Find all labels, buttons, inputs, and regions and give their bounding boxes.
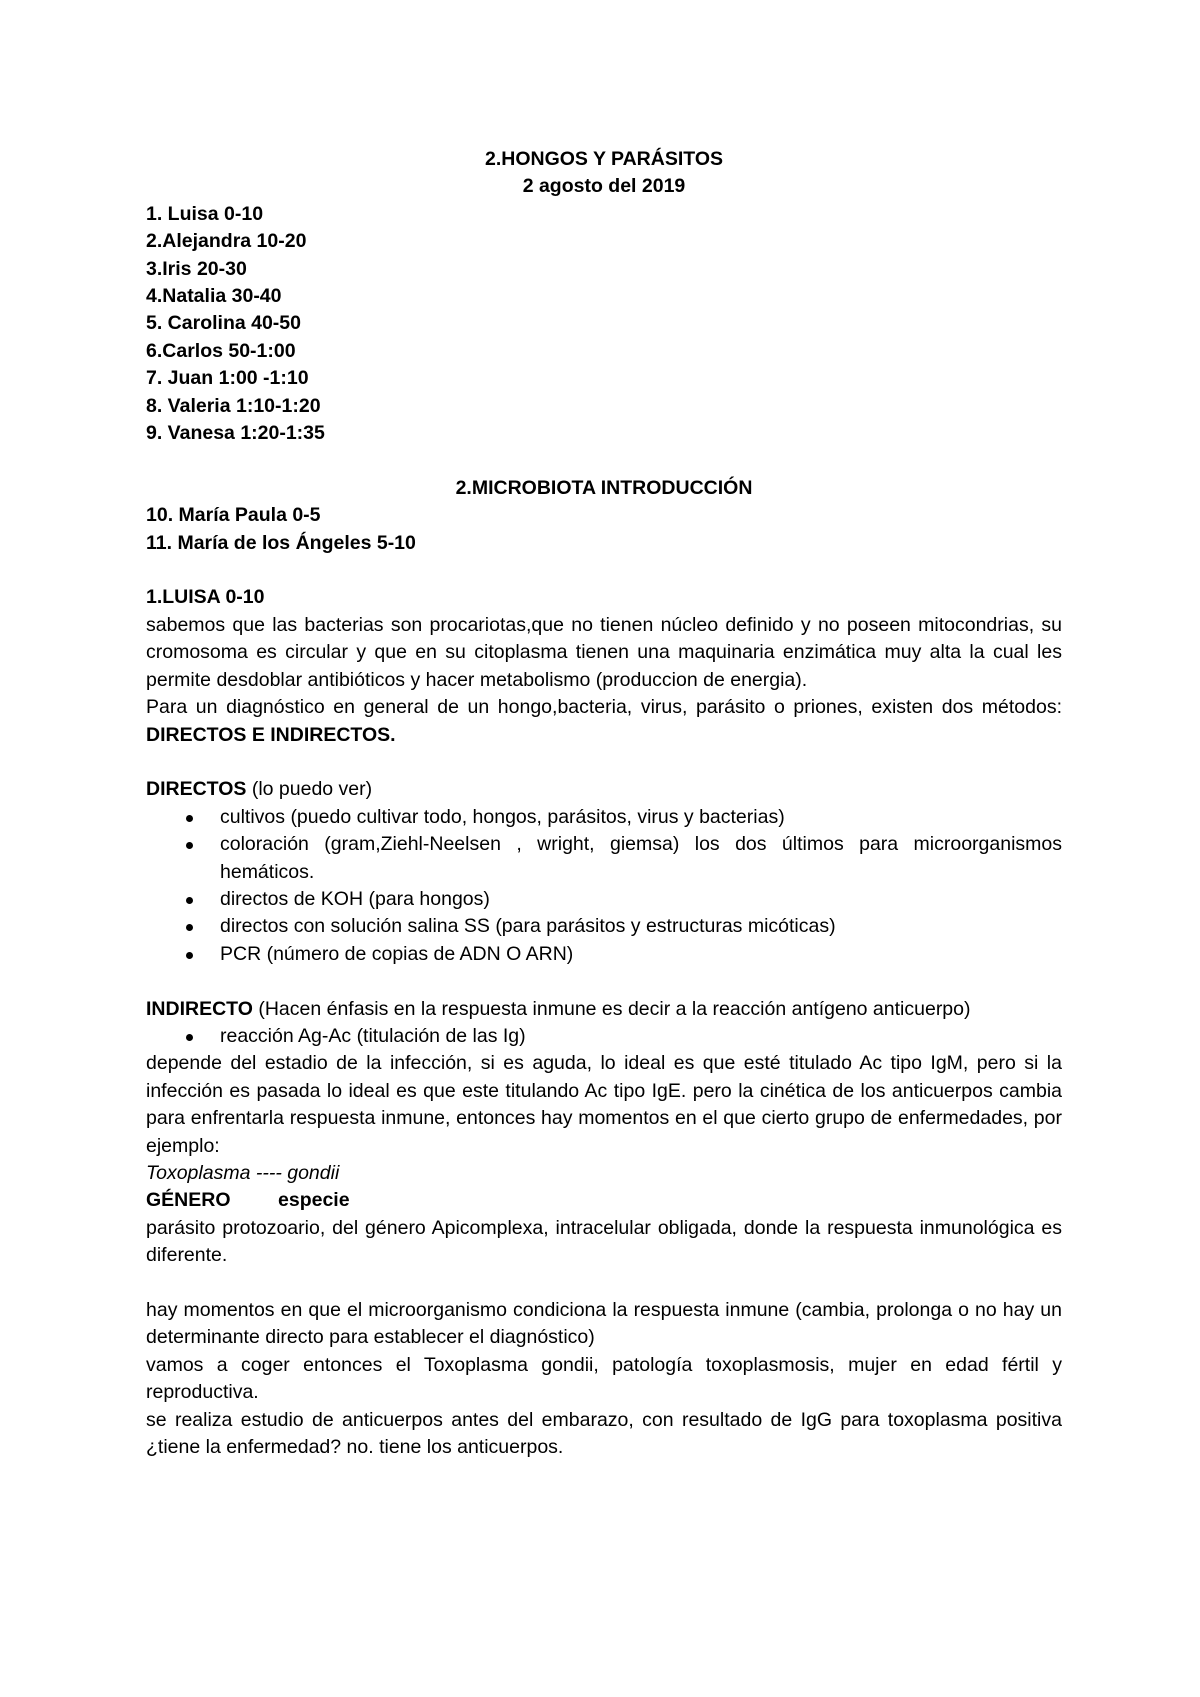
heading-hongos: 2.HONGOS Y PARÁSITOS xyxy=(484,148,724,170)
paragraph-toxoplasma: vamos a coger entonces el Toxoplasma gondii, patología toxoplasmosis, mujer en edad fértil y reproductiva. xyxy=(146,1353,1062,1404)
especie-label: especie xyxy=(278,1189,350,1212)
directos-label: DIRECTOS xyxy=(146,778,247,801)
heading-microbiota: 2.MICROBIOTA INTRODUCCIÓN xyxy=(455,476,753,499)
list-item: cultivos (puedo cultivar todo, hongos, parásitos, virus y bacterias) xyxy=(146,804,1062,831)
directos-note: (lo puedo ver) xyxy=(246,778,373,801)
paragraph-estadio: depende del estadio de la infección, si es aguda, lo ideal es que esté titulado Ac tipo IgM, pero si la infección es pasada lo ideal es que este titulando Ac tipo IgE. pero la cinética de los anticuerpos cambia para enfrentarla respuesta inmune, entonces hay momentos en el que cierto grupo de enfermedades, por ejemplo: xyxy=(146,1052,1062,1157)
toxoplasma-line: Toxoplasma ---- gondii xyxy=(146,1161,340,1184)
schedule-item: 5. Carolina 40-50 xyxy=(146,312,301,335)
indirecto-list xyxy=(146,1023,1062,1050)
list-item: directos de KOH (para hongos) xyxy=(146,886,1062,913)
schedule-item: 9. Vanesa 1:20-1:35 xyxy=(146,422,325,445)
directos-list xyxy=(146,804,1062,968)
document-date: 2 agosto del 2019 xyxy=(522,175,686,198)
list-item: coloración (gram,Ziehl-Neelsen , wright, giemsa) los dos últimos para microorganismos hemáticos. xyxy=(146,831,1062,886)
paragraph-diagnostico xyxy=(146,694,1062,749)
paragraph-protozoario: parásito protozoario, del género Apicomplexa, intracelular obligada, donde la respuesta inmunológica es diferente. xyxy=(146,1216,1062,1267)
schedule-item: 6.Carlos 50-1:00 xyxy=(146,339,296,362)
list-item: reacción Ag-Ac (titulación de las Ig) xyxy=(146,1023,1062,1050)
schedule-list-1 xyxy=(146,201,1062,448)
document-body xyxy=(146,146,1062,1461)
schedule-item: 8. Valeria 1:10-1:20 xyxy=(146,394,321,417)
schedule-item: 2.Alejandra 10-20 xyxy=(146,230,307,253)
indirecto-note: (Hacen énfasis en la respuesta inmune es decir a la reacción antígeno anticuerpo) xyxy=(252,997,971,1020)
genero-especie-row xyxy=(146,1187,1062,1214)
schedule-item: 11. María de los Ángeles 5-10 xyxy=(146,531,416,554)
paragraph-diagnostico-text: Para un diagnóstico en general de un hongo,bacteria, virus, parásito o priones, existen dos métodos: xyxy=(146,696,1062,719)
list-item: directos con solución salina SS (para parásitos y estructuras micóticas) xyxy=(146,913,1062,940)
schedule-list-2 xyxy=(146,502,1062,557)
indirecto-label: INDIRECTO xyxy=(146,997,253,1020)
paragraph-bacterias: sabemos que las bacterias son procariotas,que no tienen núcleo definido y no poseen mitocondrias, su cromosoma es circular y que en su citoplasma tienen una maquinaria enzimática muy alta la cual les permite desdoblar antibióticos y hacer metabolismo (produccion de energia). xyxy=(146,613,1062,691)
genero-label: GÉNERO xyxy=(146,1189,231,1212)
section-title: 1.LUISA 0-10 xyxy=(146,586,265,609)
directos-heading xyxy=(146,776,1062,803)
schedule-item: 10. María Paula 0-5 xyxy=(146,504,321,527)
paragraph-anticuerpos: se realiza estudio de anticuerpos antes del embarazo, con resultado de IgG para toxoplasma positiva ¿tiene la enfermedad? no. tiene los anticuerpos. xyxy=(146,1408,1062,1459)
schedule-item: 7. Juan 1:00 -1:10 xyxy=(146,367,309,390)
schedule-item: 1. Luisa 0-10 xyxy=(146,202,264,225)
indirecto-heading xyxy=(146,996,1062,1023)
metodos-emphasis: DIRECTOS E INDIRECTOS. xyxy=(146,723,396,746)
list-item: PCR (número de copias de ADN O ARN) xyxy=(146,941,1062,968)
schedule-item: 3.Iris 20-30 xyxy=(146,257,247,280)
schedule-item: 4.Natalia 30-40 xyxy=(146,285,282,308)
paragraph-momentos: hay momentos en que el microorganismo condiciona la respuesta inmune (cambia, prolonga o no hay un determinante directo para establecer el diagnóstico) xyxy=(146,1298,1062,1349)
